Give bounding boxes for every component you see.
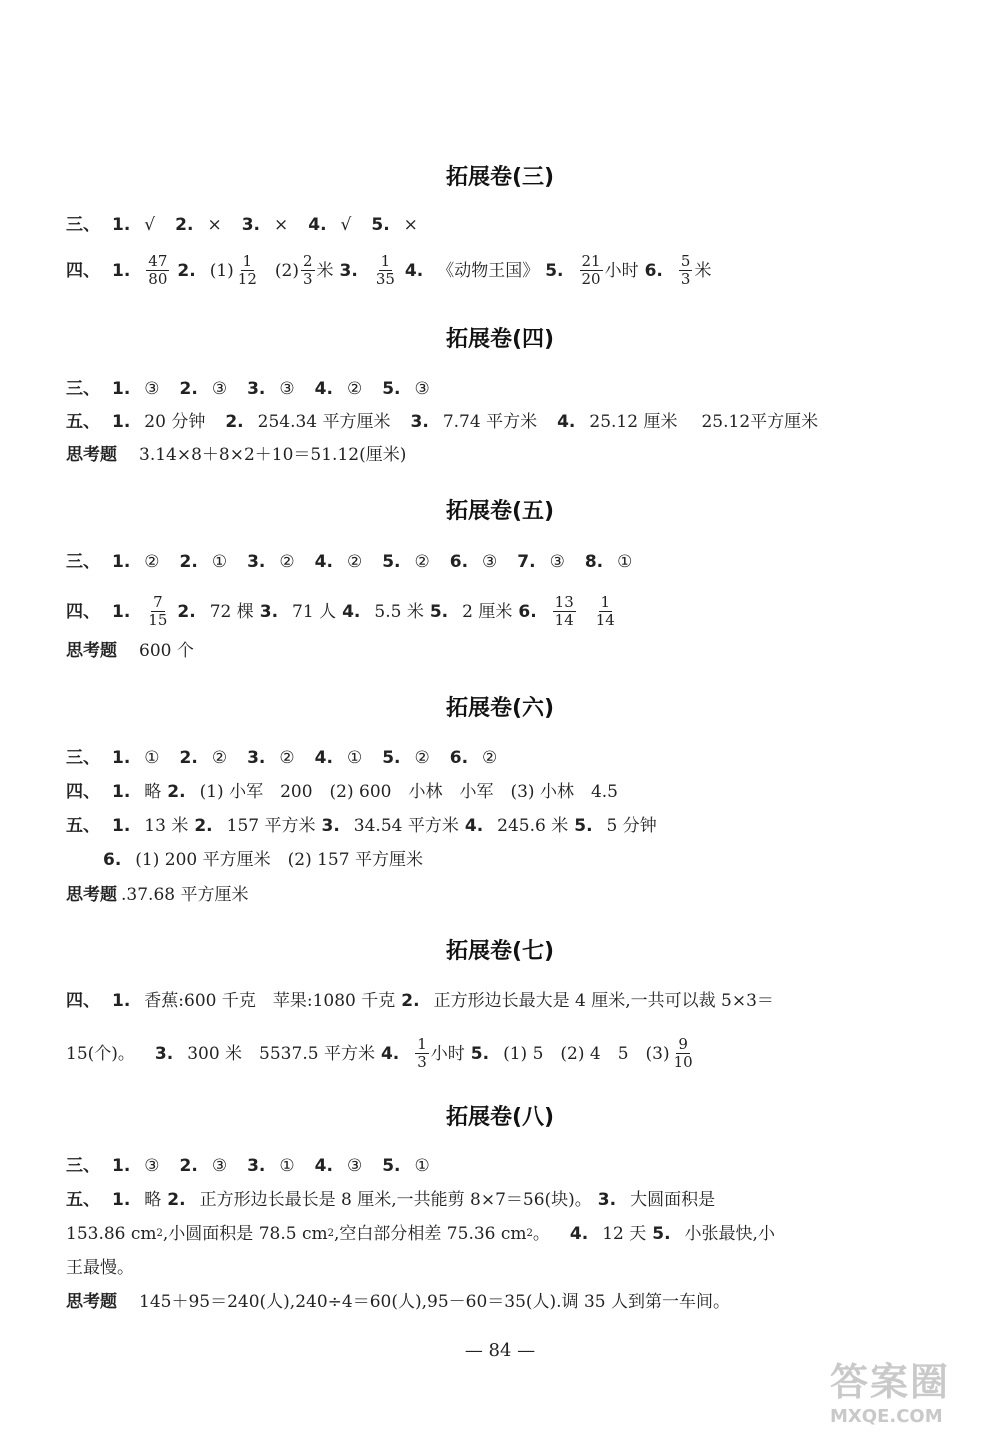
answer: × <box>273 215 289 235</box>
row-label: 五、 <box>66 816 100 836</box>
answer: ② <box>211 748 228 768</box>
answer: √ <box>144 215 156 235</box>
answer: ② <box>482 748 498 768</box>
row-label: 思考题 <box>66 1292 117 1312</box>
answer: 15(个)。 <box>66 1043 135 1064</box>
item-number: 2. <box>179 379 198 399</box>
unit: 米 <box>316 260 334 281</box>
answer: ③ <box>482 552 498 572</box>
item-number: 1. <box>112 748 131 768</box>
page-number: — 84 — <box>464 1340 536 1361</box>
answer: 略 <box>144 782 162 802</box>
answer: ① <box>279 1156 295 1176</box>
unit: 小时 <box>604 260 639 281</box>
answer: 145＋95＝240(人),240÷4＝60(人),95－60＝35(人).调 35 人到第一车间。 <box>139 1292 731 1312</box>
item-number: 6. <box>449 748 469 768</box>
answer: ③ <box>346 1156 363 1176</box>
answer: ③ <box>211 1156 228 1176</box>
item-number: 3. <box>410 412 429 432</box>
row-label: 三、 <box>66 748 100 768</box>
section-title-8: 拓展卷(八) <box>445 1105 555 1130</box>
answer: ② <box>279 748 295 768</box>
s7-row-1 <box>66 990 774 1012</box>
answer: 34.54 平方米 <box>353 816 459 836</box>
item-number: 5. <box>371 215 390 235</box>
fraction: $\frac{1}{35}$ <box>375 252 395 288</box>
item-number: 6. <box>449 552 469 572</box>
watermark <box>830 1351 980 1431</box>
answer: 。 <box>532 1224 550 1244</box>
item-number: 2. <box>194 816 213 836</box>
fraction: $\frac{9}{10}$ <box>673 1035 693 1071</box>
answer: 正方形边长最大是 4 厘米,一共可以裁 5×3＝ <box>433 991 774 1011</box>
fraction: $\frac{2}{3}$ <box>302 252 313 288</box>
sub-label: (2) <box>274 260 299 281</box>
s4-row-2 <box>66 411 832 433</box>
s4-row-1 <box>66 378 444 400</box>
answer: ③ <box>144 1156 160 1176</box>
unit: 小时 <box>430 1043 465 1064</box>
sub-label: (1) <box>209 260 234 281</box>
item-number: 8. <box>584 552 604 572</box>
answer: 72 棵 <box>209 601 254 622</box>
answer: √ <box>340 215 352 235</box>
answer: × <box>207 215 222 235</box>
answer: 25.12平方厘米 <box>701 412 819 432</box>
item-number: 4. <box>342 601 361 622</box>
row-label: 三、 <box>66 1156 100 1176</box>
answer: (1) 5 (2) 4 5 (3) <box>503 1043 670 1064</box>
answer: 3.14×8＋8×2＋10＝51.12(厘米) <box>139 445 407 465</box>
answer: ① <box>414 1156 430 1176</box>
answer: 2 厘米 <box>462 601 513 622</box>
item-number: 1. <box>112 1190 131 1210</box>
s8-row-4 <box>66 1257 134 1279</box>
item-number: 7. <box>517 552 536 572</box>
s5-row-2 <box>66 594 619 629</box>
item-number: 2. <box>179 1156 198 1176</box>
s5-row-3 <box>66 640 194 662</box>
s8-row-1 <box>66 1155 444 1177</box>
fraction: $\frac{1}{3}$ <box>417 1035 427 1071</box>
item-number: 5. <box>382 748 401 768</box>
row-label: 四、 <box>66 601 100 622</box>
item-number: 4. <box>314 552 333 572</box>
item-number: 4. <box>308 215 327 235</box>
watermark-url: MXQE.COM <box>830 1406 943 1427</box>
item-number: 1. <box>112 552 131 572</box>
answer: 《动物王国》 <box>437 260 540 281</box>
answer: 153.86 cm <box>66 1224 157 1244</box>
item-number: 3. <box>321 816 340 836</box>
item-number: 2. <box>177 260 196 281</box>
item-number: 5. <box>382 1156 401 1176</box>
answer: 王最慢。 <box>66 1258 134 1278</box>
row-label: 思考题 <box>66 641 117 661</box>
s7-row-2 <box>66 1036 697 1071</box>
s5-row-1 <box>66 551 646 573</box>
unit: 米 <box>694 260 712 281</box>
item-number: 2. <box>175 215 194 235</box>
answer: 7.74 平方米 <box>442 412 538 432</box>
answer: ③ <box>549 552 565 572</box>
fraction: $\frac{7}{15}$ <box>148 593 168 629</box>
answer: ② <box>144 552 160 572</box>
row-label: 三、 <box>66 215 100 235</box>
row-label: 四、 <box>66 260 100 281</box>
item-number: 5. <box>382 379 401 399</box>
answer: 20 分钟 <box>144 412 206 432</box>
item-number: 2. <box>167 1190 186 1210</box>
fraction: $\frac{5}{3}$ <box>680 252 691 288</box>
answer: ② <box>346 552 363 572</box>
item-number: 1. <box>112 1156 131 1176</box>
s6-row-4 <box>103 849 423 871</box>
answer: 大圆面积是 <box>630 1190 716 1210</box>
item-number: 2. <box>167 782 186 802</box>
answer: 5 分钟 <box>606 816 657 836</box>
answer: ① <box>144 748 160 768</box>
answer: 254.34 平方厘米 <box>257 412 391 432</box>
item-number: 3. <box>597 1190 617 1210</box>
answer: 600 个 <box>139 641 194 661</box>
s6-row-5 <box>66 884 248 906</box>
item-number: 4. <box>314 748 333 768</box>
item-number: 1. <box>112 991 131 1011</box>
s8-row-2 <box>66 1189 715 1211</box>
item-number: 6. <box>103 850 122 870</box>
row-label: 思考题 <box>66 445 117 465</box>
answer: ③ <box>211 379 228 399</box>
answer: 5.5 米 <box>374 601 424 622</box>
item-number: 5. <box>429 601 449 622</box>
answer: 12 天 <box>602 1224 647 1244</box>
s3-row-1 <box>66 214 432 236</box>
item-number: 4. <box>314 379 333 399</box>
fraction: $\frac{1}{14}$ <box>595 593 615 629</box>
item-number: 2. <box>179 552 198 572</box>
answer: ② <box>279 552 295 572</box>
answer: ② <box>414 552 430 572</box>
item-number: 4. <box>314 1156 333 1176</box>
item-number: 1. <box>112 782 131 802</box>
item-number: 1. <box>112 260 131 281</box>
item-number: 3. <box>247 552 266 572</box>
row-label: 五、 <box>66 1190 100 1210</box>
s4-row-3 <box>66 444 406 466</box>
superscript: 2 <box>156 1228 163 1239</box>
answer: 正方形边长最长是 8 厘米,一共能剪 8×7＝56(块)。 <box>199 1190 592 1210</box>
answer: .37.68 平方厘米 <box>121 885 249 905</box>
superscript: 2 <box>327 1228 334 1239</box>
answer: 25.12 厘米 <box>589 412 678 432</box>
fraction: $\frac{1}{12}$ <box>237 252 257 288</box>
watermark-logo-text: 答案圈 <box>830 1360 951 1404</box>
answer: 300 米 5537.5 平方米 <box>187 1043 375 1064</box>
item-number: 5. <box>470 1043 490 1064</box>
s8-row-3 <box>66 1223 775 1245</box>
item-number: 1. <box>112 379 131 399</box>
answer: ① <box>346 748 363 768</box>
fraction: $\frac{47}{80}$ <box>148 252 168 288</box>
s6-row-3 <box>66 815 657 837</box>
section-title-6: 拓展卷(六) <box>445 696 555 721</box>
item-number: 3. <box>247 379 266 399</box>
item-number: 3. <box>259 601 279 622</box>
item-number: 3. <box>247 1156 266 1176</box>
answer: 13 米 <box>144 816 189 836</box>
row-label: 三、 <box>66 552 100 572</box>
item-number: 5. <box>652 1224 671 1244</box>
item-number: 5. <box>382 552 401 572</box>
item-number: 4. <box>464 816 484 836</box>
item-number: 3. <box>241 215 260 235</box>
s8-row-5 <box>66 1291 730 1313</box>
answer: 245.6 米 <box>497 816 569 836</box>
answer: ③ <box>414 379 430 399</box>
answer: × <box>403 215 418 235</box>
item-number: 2. <box>225 412 244 432</box>
answer: 71 人 <box>292 601 337 622</box>
item-number: 1. <box>112 215 131 235</box>
row-label: 五、 <box>66 412 100 432</box>
item-number: 5. <box>574 816 593 836</box>
answer: ① <box>211 552 228 572</box>
answer: 略 <box>144 1190 162 1210</box>
row-label: 思考题 <box>66 885 117 905</box>
section-title-7: 拓展卷(七) <box>445 939 555 964</box>
superscript: 2 <box>526 1228 533 1239</box>
item-number: 4. <box>569 1224 589 1244</box>
answer: 157 平方米 <box>226 816 316 836</box>
item-number: 4. <box>380 1043 400 1064</box>
section-title-4: 拓展卷(四) <box>445 327 555 352</box>
section-title-5: 拓展卷(五) <box>445 499 555 524</box>
answer: 香蕉:600 千克 苹果:1080 千克 <box>144 991 396 1011</box>
s6-row-2 <box>66 781 618 803</box>
item-number: 3. <box>154 1043 174 1064</box>
answer: ,小圆面积是 78.5 cm <box>162 1224 328 1244</box>
answer: ③ <box>144 379 160 399</box>
item-number: 5. <box>545 260 564 281</box>
row-label: 四、 <box>66 991 100 1011</box>
item-number: 2. <box>177 601 196 622</box>
item-number: 4. <box>404 260 424 281</box>
s6-row-1 <box>66 747 511 769</box>
answer: ① <box>617 552 633 572</box>
item-number: 2. <box>179 748 198 768</box>
answer: (1) 200 平方厘米 (2) 157 平方厘米 <box>135 850 423 870</box>
answer: ② <box>346 379 363 399</box>
answer: 小张最快,小 <box>684 1224 775 1244</box>
fraction: $\frac{21}{20}$ <box>581 252 601 288</box>
answer: ,空白部分相差 75.36 cm <box>334 1224 527 1244</box>
row-label: 四、 <box>66 782 100 802</box>
s3-row-2 <box>66 253 711 288</box>
item-number: 3. <box>247 748 266 768</box>
answer: ② <box>414 748 430 768</box>
item-number: 3. <box>339 260 358 281</box>
answer: ③ <box>279 379 295 399</box>
answer: (1) 小军 200 (2) 600 小林 小军 (3) 小林 4.5 <box>199 782 618 802</box>
item-number: 1. <box>112 412 131 432</box>
item-number: 4. <box>557 412 576 432</box>
fraction: $\frac{13}{14}$ <box>554 593 574 629</box>
item-number: 2. <box>401 991 420 1011</box>
item-number: 6. <box>518 601 537 622</box>
section-title-3: 拓展卷(三) <box>445 165 555 190</box>
item-number: 6. <box>644 260 663 281</box>
item-number: 1. <box>112 601 131 622</box>
item-number: 1. <box>112 816 131 836</box>
row-label: 三、 <box>66 379 100 399</box>
